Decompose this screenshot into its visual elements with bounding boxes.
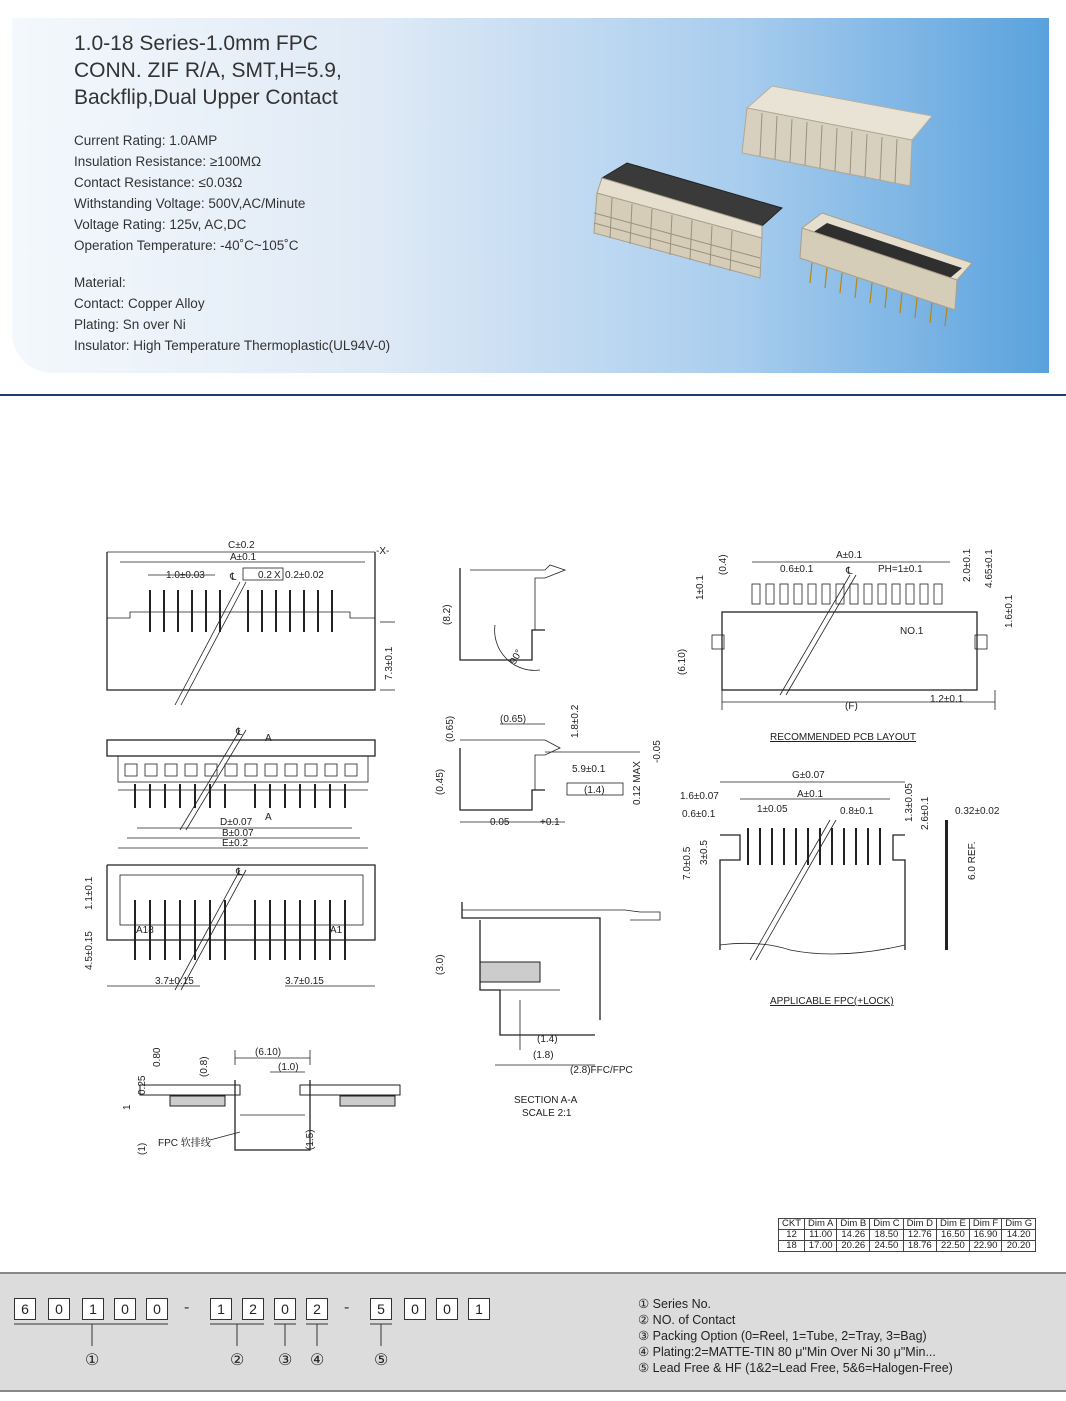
dim-label: 3±0.5 xyxy=(699,840,710,865)
dim-label: 6.0 REF. xyxy=(967,841,978,880)
legend-item: ① Series No. xyxy=(638,1297,712,1311)
spec-item: Contact Resistance: ≤0.03Ω xyxy=(74,175,243,190)
section-view xyxy=(435,902,660,1119)
dim-label: (0.4) xyxy=(718,554,729,575)
dim-label: (8.2) xyxy=(442,604,453,625)
connector-product-photo xyxy=(572,68,992,328)
part-separator: - xyxy=(184,1299,190,1316)
dim-label: 3.7±0.15 xyxy=(155,976,194,987)
section-divider xyxy=(0,394,1066,396)
dim-label: 0.25 xyxy=(137,1075,148,1095)
spec-item: Operation Temperature: -40˚C~105˚C xyxy=(74,238,299,253)
dim-label: PH=1±0.1 xyxy=(878,564,923,575)
material-list xyxy=(74,272,390,356)
dim-label: 1±0.05 xyxy=(757,804,788,815)
table-cell: 22.90 xyxy=(969,1241,1001,1252)
table-cell: 11.00 xyxy=(805,1230,837,1241)
part-digit-box: 2 xyxy=(242,1298,264,1320)
pcb-layout-caption: RECOMMENDED PCB LAYOUT xyxy=(770,732,916,743)
material-item: Plating: Sn over Ni xyxy=(74,317,186,332)
part-bracket-lines xyxy=(0,1274,520,1354)
dim-label: 1.0±0.03 xyxy=(166,570,205,581)
part-marker: ③ xyxy=(278,1352,293,1369)
dim-label: A xyxy=(265,812,272,823)
dim-label: 0.80 xyxy=(152,1047,163,1067)
dim-label: 2.6±0.1 xyxy=(920,796,931,830)
dim-label: 5.9±0.1 xyxy=(572,764,606,775)
dim-label: (6.10) xyxy=(677,648,688,675)
table-row xyxy=(779,1230,1036,1241)
dim-label: (F) xyxy=(845,701,858,712)
dim-label: A±0.1 xyxy=(797,789,824,800)
part-marker: ① xyxy=(85,1352,100,1369)
dim-label: (1.8) xyxy=(533,1050,554,1061)
dim-label: B±0.07 xyxy=(222,828,254,839)
table-cell: 18 xyxy=(779,1241,805,1252)
dim-label: (1) xyxy=(137,1142,148,1155)
dim-label: A18 xyxy=(136,925,154,936)
table-header-row xyxy=(779,1219,1036,1230)
dim-label: 1.3±0.05 xyxy=(904,783,915,822)
dim-label: 1.1±0.1 xyxy=(84,876,95,910)
technical-drawing xyxy=(0,520,1066,1160)
side-view-top xyxy=(442,565,565,670)
dim-label: 90° xyxy=(508,647,526,667)
pcb-layout-view xyxy=(677,548,1015,743)
dim-label: 1.8±0.2 xyxy=(570,704,581,738)
part-digit-box: 5 xyxy=(370,1298,392,1320)
legend-item: ② NO. of Contact xyxy=(638,1313,736,1327)
table-header-cell: Dim C xyxy=(870,1219,903,1230)
spec-item: Withstanding Voltage: 500V,AC/Minute xyxy=(74,196,306,211)
part-separator: - xyxy=(344,1299,350,1316)
dim-label: (0.65) xyxy=(500,714,527,725)
dim-label: (0.8) xyxy=(199,1056,210,1077)
part-digit-box: 0 xyxy=(48,1298,70,1320)
table-header-cell: Dim D xyxy=(903,1219,936,1230)
spec-item: Voltage Rating: 125v, AC,DC xyxy=(74,217,247,232)
part-digit-box: 2 xyxy=(306,1298,328,1320)
dim-label: 0.6±0.1 xyxy=(780,564,814,575)
part-digit-box: 0 xyxy=(114,1298,136,1320)
dim-label: 7.3±0.1 xyxy=(384,646,395,680)
dim-label: 2.0±0.1 xyxy=(962,548,973,582)
title-line: 1.0-18 Series-1.0mm FPC xyxy=(74,32,318,55)
fpc-view xyxy=(680,770,1000,1007)
part-digit-box: 1 xyxy=(468,1298,490,1320)
legend-item: ③ Packing Option (0=Reel, 1=Tube, 2=Tray, 3=Bag) xyxy=(638,1329,927,1343)
dim-label: 1 xyxy=(122,1104,133,1110)
bottom-view xyxy=(84,865,375,990)
title-line: Backflip,Dual Upper Contact xyxy=(74,86,338,109)
dim-label: -0.05 xyxy=(652,740,663,763)
table-cell: 17.00 xyxy=(805,1241,837,1252)
dim-label: 0.12 MAX xyxy=(632,761,643,805)
part-marker: ② xyxy=(230,1352,245,1369)
dim-label: 0.6±0.1 xyxy=(682,809,716,820)
dim-label: C±0.2 xyxy=(228,540,255,551)
table-cell: 14.26 xyxy=(837,1230,870,1241)
dim-label: (0.45) xyxy=(435,768,446,795)
part-marker: ④ xyxy=(310,1352,325,1369)
table-cell: 12 xyxy=(779,1230,805,1241)
legend-item: ⑤ Lead Free & HF (1&2=Lead Free, 5&6=Halogen-Free) xyxy=(638,1361,953,1375)
dim-label: 7.0±0.5 xyxy=(682,846,693,880)
dimension-table xyxy=(778,1218,1036,1252)
dim-label: ℄ xyxy=(230,572,237,583)
svg-text:(0.65): (0.65) xyxy=(445,715,456,742)
dim-label: (1.4) xyxy=(584,785,605,796)
dim-label: (3.0) xyxy=(435,954,446,975)
dim-label: (1.5) xyxy=(305,1129,316,1150)
part-digit-box: 0 xyxy=(274,1298,296,1320)
dim-label: 0.8±0.1 xyxy=(840,806,874,817)
table-cell: 14.20 xyxy=(1002,1230,1036,1241)
dim-label: 0.05 xyxy=(490,817,510,828)
table-cell: 22.50 xyxy=(937,1241,970,1252)
section-caption: SCALE 2:1 xyxy=(522,1108,572,1119)
table-header-cell: Dim E xyxy=(937,1219,970,1230)
part-digit-box: 6 xyxy=(14,1298,36,1320)
header-banner xyxy=(12,18,1049,373)
table-cell: 20.20 xyxy=(1002,1241,1036,1252)
dim-label: NO.1 xyxy=(900,626,924,637)
part-number-footer xyxy=(0,1272,1066,1392)
dim-label: A±0.1 xyxy=(230,552,257,563)
dim-label: 0.2 xyxy=(258,570,272,581)
table-header-cell: Dim F xyxy=(969,1219,1001,1230)
dim-label: G±0.07 xyxy=(792,770,825,781)
fpc-caption: APPLICABLE FPC(+LOCK) xyxy=(770,996,894,1007)
spec-item: Current Rating: 1.0AMP xyxy=(74,133,218,148)
part-marker: ⑤ xyxy=(374,1352,389,1369)
table-header-cell: Dim B xyxy=(837,1219,870,1230)
dim-label: 3.7±0.15 xyxy=(285,976,324,987)
part-digit-box: 0 xyxy=(146,1298,168,1320)
part-digit-box: 1 xyxy=(210,1298,232,1320)
mount-view xyxy=(122,1047,400,1155)
dim-label: (1.0) xyxy=(278,1062,299,1073)
table-cell: 12.76 xyxy=(903,1230,936,1241)
side-view-middle xyxy=(435,704,663,828)
dim-label: A xyxy=(265,733,272,744)
front-view xyxy=(107,727,375,849)
spec-list xyxy=(74,130,305,256)
dim-label: (2.8)FFC/FPC xyxy=(570,1065,633,1076)
table-cell: 18.76 xyxy=(903,1241,936,1252)
dim-label: A±0.1 xyxy=(836,550,863,561)
table-row xyxy=(779,1241,1036,1252)
dim-label: 0.32±0.02 xyxy=(955,806,1000,817)
table-cell: 18.50 xyxy=(870,1230,903,1241)
dim-label: -X- xyxy=(376,546,390,557)
dim-label: 0.2±0.02 xyxy=(285,570,324,581)
dim-label: FPC 软排线 xyxy=(158,1138,211,1149)
dim-label: D±0.07 xyxy=(220,817,253,828)
table-header-cell: Dim G xyxy=(1002,1219,1036,1230)
dim-label: 4.5±0.15 xyxy=(84,931,95,970)
dim-label: (6.10) xyxy=(255,1047,282,1058)
dim-label: 1±0.1 xyxy=(695,575,706,600)
part-digit-box: 1 xyxy=(82,1298,104,1320)
dim-label: +0.1 xyxy=(540,817,560,828)
table-cell: 20.26 xyxy=(837,1241,870,1252)
legend-item: ④ Plating:2=MATTE-TIN 80 μ"Min Over Ni 30 μ"Min... xyxy=(638,1345,936,1359)
table-cell: 16.90 xyxy=(969,1230,1001,1241)
section-caption: SECTION A-A xyxy=(514,1095,578,1106)
spec-item: Insulation Resistance: ≥100MΩ xyxy=(74,154,262,169)
dim-label: E±0.2 xyxy=(222,838,249,849)
part-digit-box: 0 xyxy=(436,1298,458,1320)
material-item: Insulator: High Temperature Thermoplastic(UL94V-0) xyxy=(74,338,391,353)
table-header-cell: CKT xyxy=(779,1219,805,1230)
material-item: Material: xyxy=(74,275,126,290)
table-cell: 24.50 xyxy=(870,1241,903,1252)
part-number-legend xyxy=(638,1296,953,1376)
dim-label: ℄ xyxy=(236,727,243,738)
top-view xyxy=(107,540,395,705)
dim-label: 4.65±0.1 xyxy=(984,549,995,588)
part-digit-box: 0 xyxy=(404,1298,426,1320)
product-title xyxy=(74,30,342,111)
table-header-cell: Dim A xyxy=(805,1219,837,1230)
dim-label: 1.2±0.1 xyxy=(930,694,964,705)
dim-label: 1.6±0.07 xyxy=(680,791,719,802)
dim-label: ℄ xyxy=(236,867,243,878)
dim-label: 1.6±0.1 xyxy=(1004,594,1015,628)
material-item: Contact: Copper Alloy xyxy=(74,296,205,311)
dim-label: A1 xyxy=(330,925,343,936)
table-cell: 16.50 xyxy=(937,1230,970,1241)
dim-label: X xyxy=(274,570,281,581)
dim-label: (1.4) xyxy=(537,1034,558,1045)
title-line: CONN. ZIF R/A, SMT,H=5.9, xyxy=(74,59,342,82)
dim-label: ℄ xyxy=(846,566,853,577)
